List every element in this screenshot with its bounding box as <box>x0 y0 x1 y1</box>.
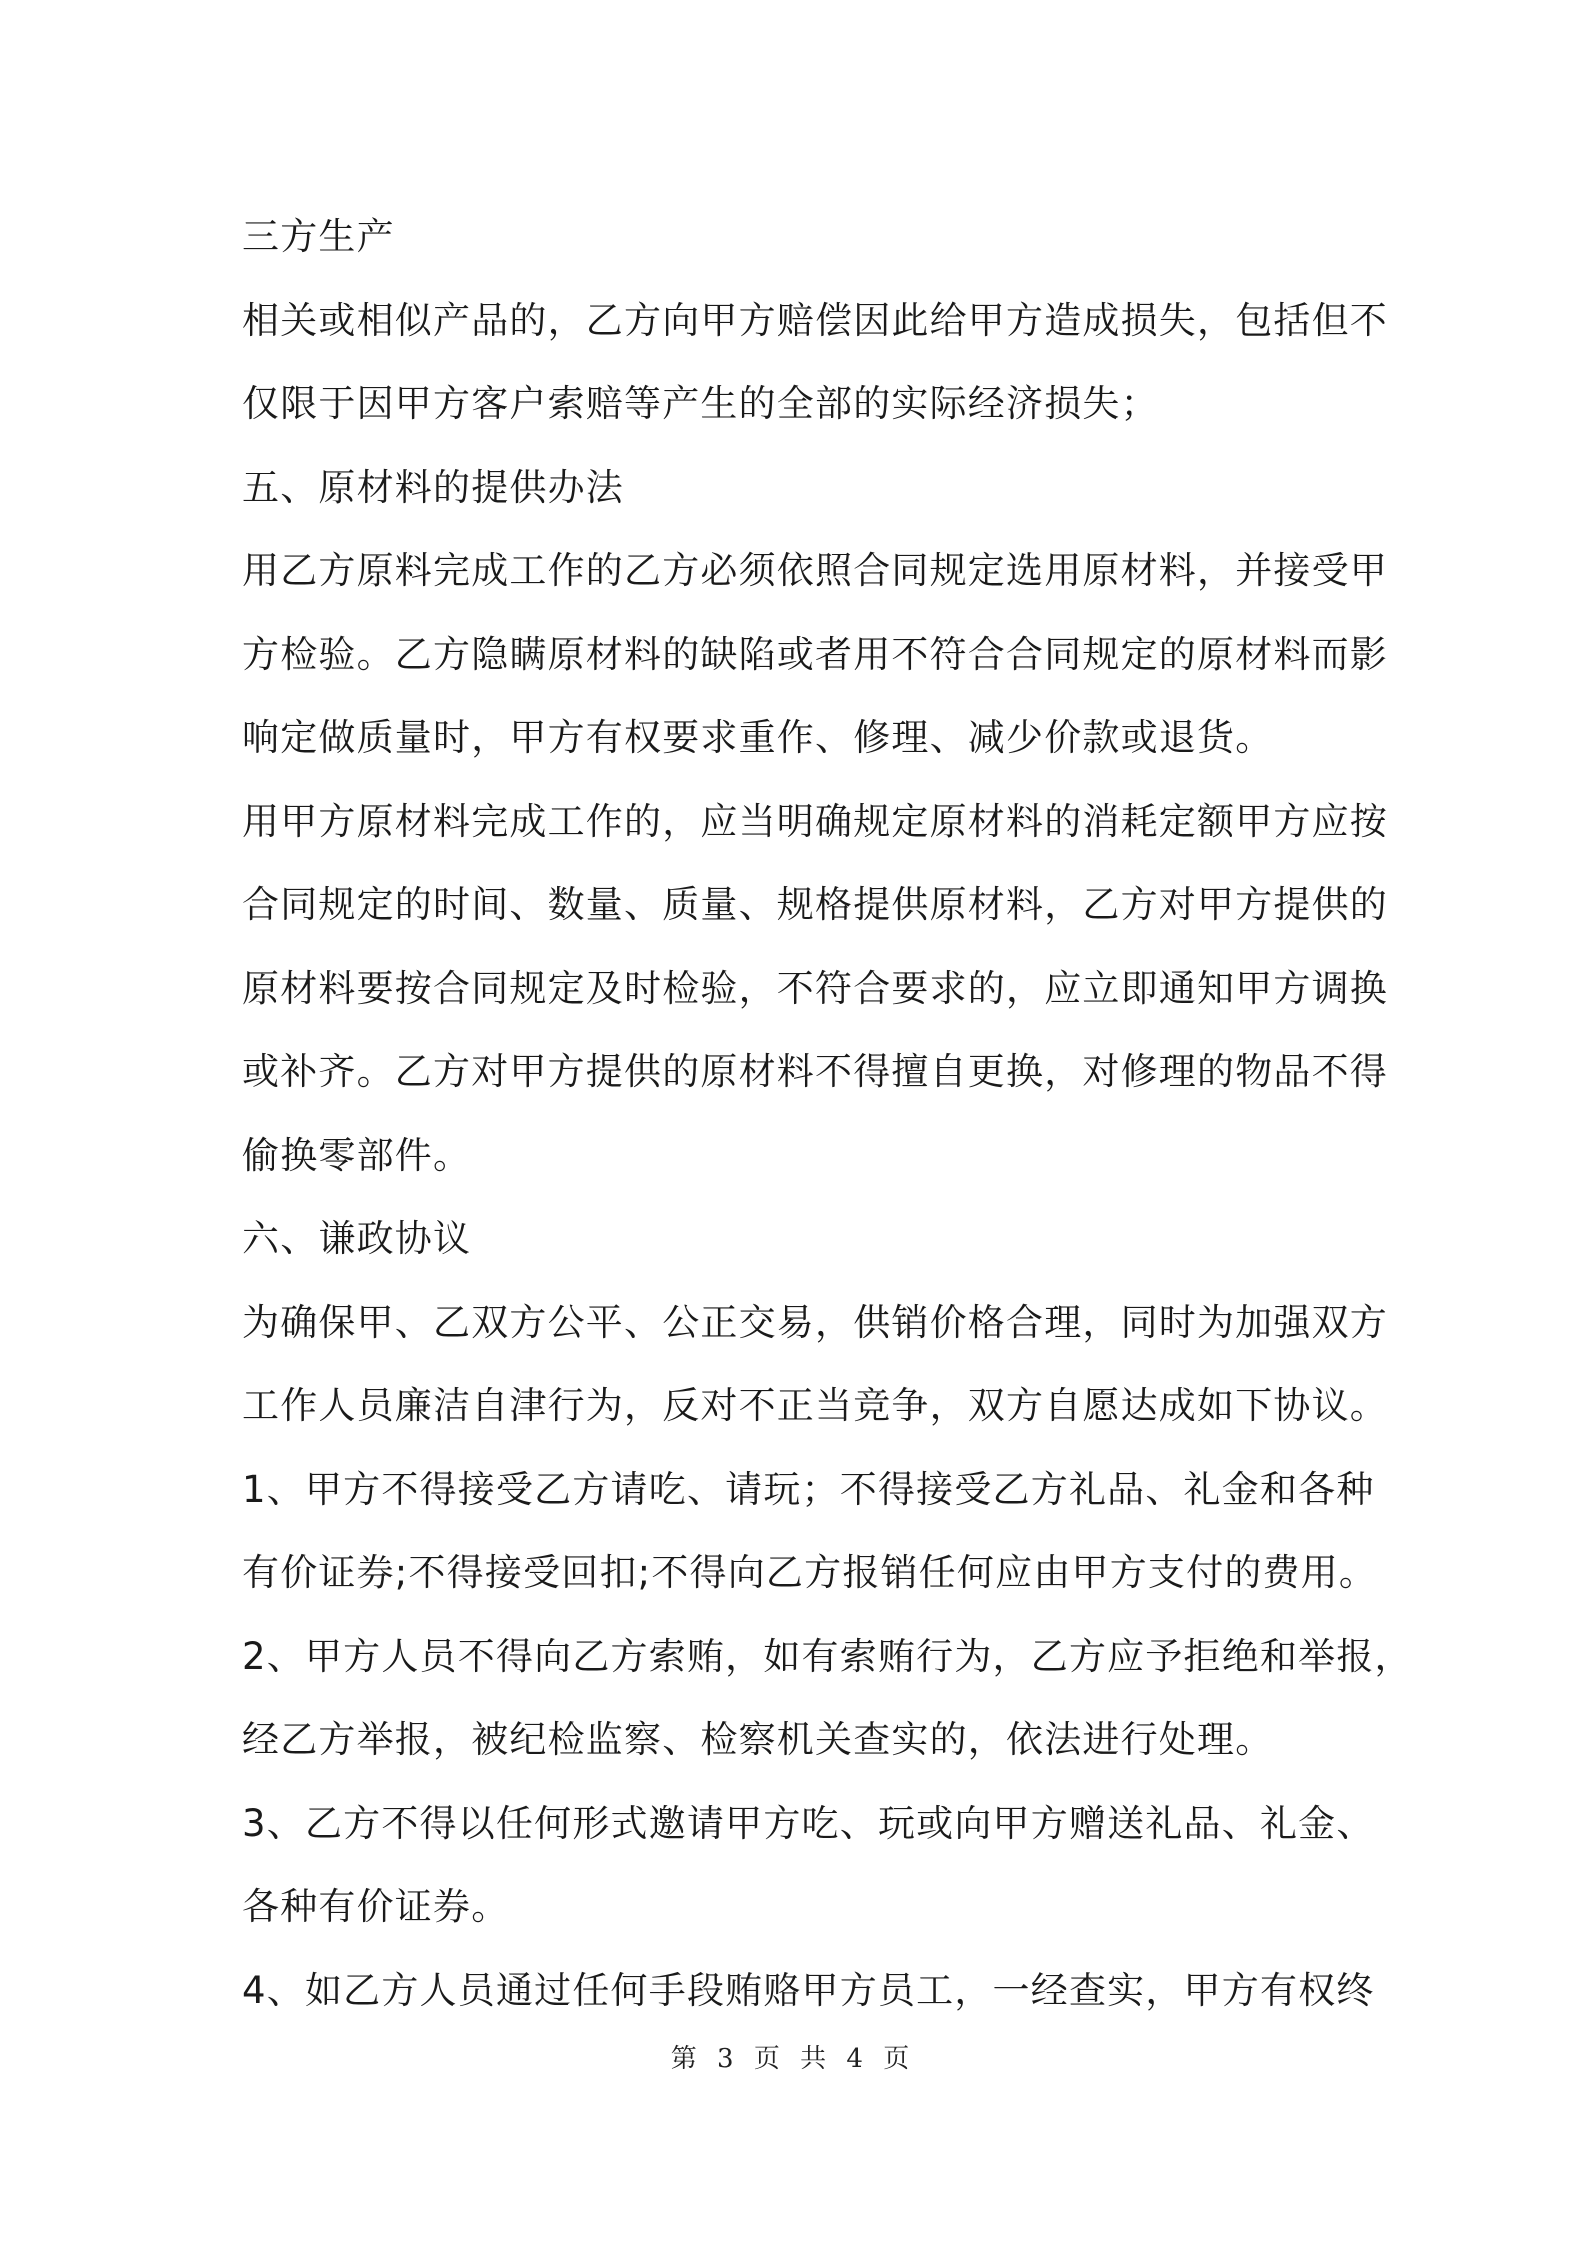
text-line: 各种有价证券。 <box>242 1885 510 1928</box>
text-line: 工作人员廉洁自津行为，反对不正当竞争，双方自愿达成如下协议。 <box>242 1384 1388 1427</box>
text-line: 3、乙方不得以任何形式邀请甲方吃、玩或向甲方赠送礼品、礼金、 <box>242 1801 1375 1845</box>
text-line: 1、甲方不得接受乙方请吃、请玩；不得接受乙方礼品、礼金和各种 <box>242 1467 1375 1511</box>
text-line: 三方生产 <box>242 215 395 258</box>
text-line: 仅限于因甲方客户索赔等产生的全部的实际经济损失； <box>242 382 1159 425</box>
text-line: 或补齐。乙方对甲方提供的原材料不得擅自更换，对修理的物品不得 <box>242 1050 1388 1093</box>
text-line: 4、如乙方人员通过任何手段贿赂甲方员工，一经查实，甲方有权终 <box>242 1968 1375 2012</box>
text-line: 为确保甲、乙双方公平、公正交易，供销价格合理，同时为加强双方 <box>242 1300 1388 1344</box>
text-line: 相关或相似产品的，乙方向甲方赔偿因此给甲方造成损失，包括但不 <box>242 298 1388 342</box>
text-line: 有价证券;不得接受回扣;不得向乙方报销任何应由甲方支付的费用。 <box>242 1551 1378 1594</box>
text-line: 方检验。乙方隐瞒原材料的缺陷或者用不符合合同规定的原材料而影 <box>242 632 1388 676</box>
section-heading: 六、谦政协议 <box>242 1217 472 1260</box>
text-line: 用乙方原料完成工作的乙方必须依照合同规定选用原材料，并接受甲 <box>242 549 1388 592</box>
text-line: 合同规定的时间、数量、质量、规格提供原材料，乙方对甲方提供的 <box>242 883 1388 926</box>
text-line: 2、甲方人员不得向乙方索贿，如有索贿行为，乙方应予拒绝和举报， <box>242 1634 1413 1678</box>
section-heading: 五、原材料的提供办法 <box>242 465 624 509</box>
text-line: 经乙方举报，被纪检监察、检察机关查实的，依法进行处理。 <box>242 1718 1274 1761</box>
text-line: 响定做质量时，甲方有权要求重作、修理、减少价款或退货。 <box>242 716 1274 759</box>
page-number-footer: 第 3 页 共 4 页 <box>670 2044 916 2074</box>
text-line: 偷换零部件。 <box>242 1133 472 1177</box>
document-body <box>242 195 1413 2032</box>
text-line: 原材料要按合同规定及时检验，不符合要求的，应立即通知甲方调换 <box>242 966 1388 1010</box>
text-line: 用甲方原材料完成工作的，应当明确规定原材料的消耗定额甲方应按 <box>242 799 1388 843</box>
